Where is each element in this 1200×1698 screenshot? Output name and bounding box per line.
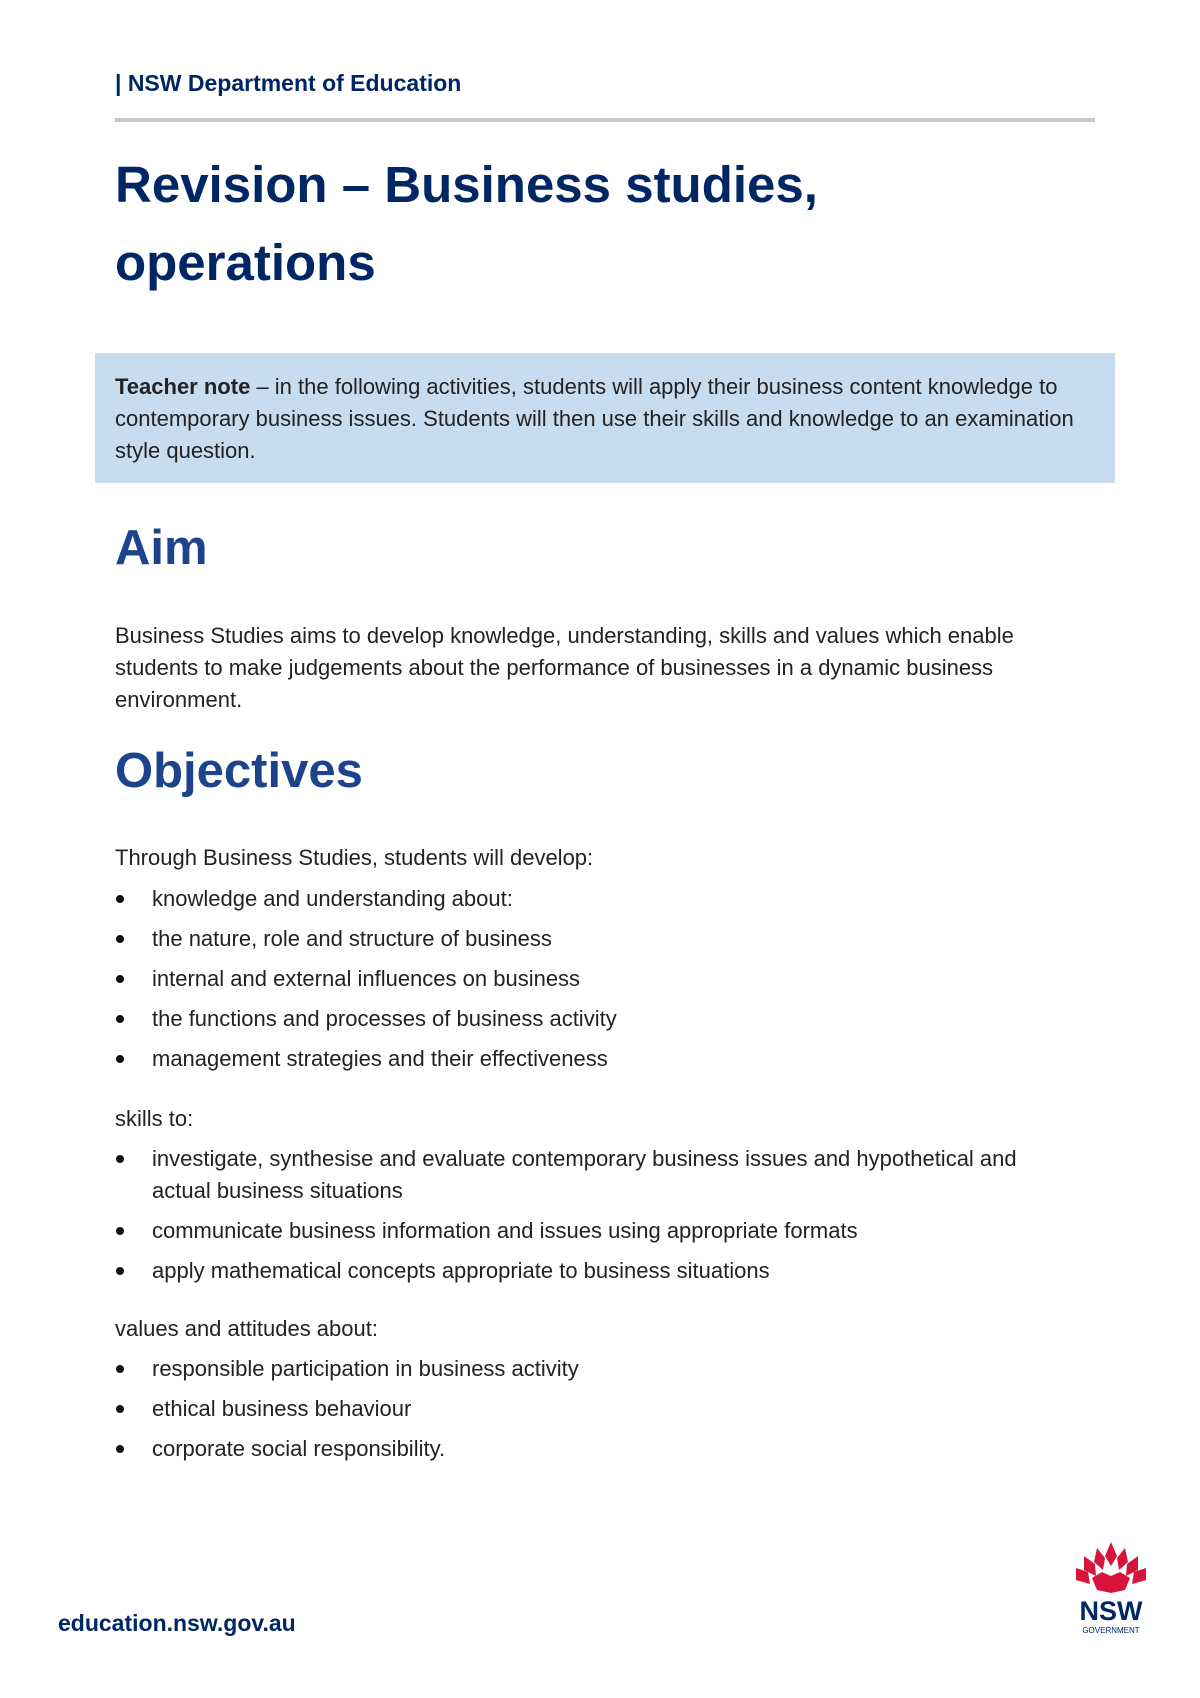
list-item: [115, 1255, 1075, 1287]
skills-list: [115, 1143, 1075, 1295]
list-item-text: management strategies and their effectiveness: [152, 1046, 608, 1071]
list-item-text: internal and external influences on business: [152, 966, 581, 991]
knowledge-list: [115, 883, 1075, 1083]
nsw-government-logo-icon: [1070, 1538, 1152, 1638]
list-item: [115, 923, 1075, 955]
teacher-note-label: Teacher note: [115, 374, 251, 399]
bullet-icon: [116, 1015, 124, 1023]
teacher-note-callout: [95, 353, 1115, 483]
list-item: [115, 963, 1075, 995]
aim-heading: Aim: [115, 521, 208, 575]
list-item-text: ethical business behaviour: [152, 1396, 412, 1421]
bullet-icon: [116, 1445, 124, 1453]
list-item-text: the functions and processes of business activity: [152, 1006, 617, 1031]
list-item-text: responsible participation in business activity: [152, 1356, 579, 1381]
logo-text: NSW: [1079, 1596, 1143, 1626]
bullet-icon: [116, 1227, 124, 1235]
bullet-icon: [116, 1267, 124, 1275]
list-item-text: corporate social responsibility.: [152, 1436, 446, 1461]
bullet-icon: [116, 975, 124, 983]
values-list: [115, 1353, 1075, 1473]
skills-label: skills to:: [115, 1106, 194, 1131]
list-item-text: knowledge and understanding about:: [152, 886, 513, 911]
header-divider: [115, 118, 1095, 122]
list-item: [115, 1003, 1075, 1035]
footer-website-link[interactable]: education.nsw.gov.au: [58, 1610, 296, 1636]
list-item: [115, 1393, 1075, 1425]
bullet-icon: [116, 1055, 124, 1063]
document-title: Revision – Business studies, operations: [115, 156, 818, 291]
department-header: | NSW Department of Education: [115, 70, 462, 96]
logo-subtext: GOVERNMENT: [1082, 1626, 1140, 1635]
list-item: [115, 1143, 1075, 1207]
aim-paragraph: Business Studies aims to develop knowledge, understanding, skills and values which enable students to make judgements about the performance of businesses in a dynamic business environment.: [115, 623, 1014, 712]
list-item: [115, 1353, 1075, 1385]
list-item-text: communicate business information and issues using appropriate formats: [152, 1218, 858, 1243]
list-item-text: apply mathematical concepts appropriate to business situations: [152, 1258, 770, 1283]
list-item: [115, 1043, 1075, 1075]
bullet-icon: [116, 1365, 124, 1373]
list-item: [115, 883, 1075, 915]
list-item-text: the nature, role and structure of business: [152, 926, 552, 951]
waratah-flower-icon: [1076, 1542, 1146, 1593]
bullet-icon: [116, 1155, 124, 1163]
list-item: [115, 1215, 1075, 1247]
objectives-intro: Through Business Studies, students will develop:: [115, 845, 594, 870]
values-label: values and attitudes about:: [115, 1316, 378, 1341]
bullet-icon: [116, 895, 124, 903]
objectives-heading: Objectives: [115, 744, 363, 798]
list-item-text: investigate, synthesise and evaluate contemporary business issues and hypothetical and actual business situations: [152, 1146, 1017, 1203]
bullet-icon: [116, 1405, 124, 1413]
teacher-note-text: – in the following activities, students will apply their business content knowledge to contemporary business issues. Students will then use their skills and knowledge to an examination style question.: [115, 374, 1074, 463]
list-item: [115, 1433, 1075, 1465]
bullet-icon: [116, 935, 124, 943]
